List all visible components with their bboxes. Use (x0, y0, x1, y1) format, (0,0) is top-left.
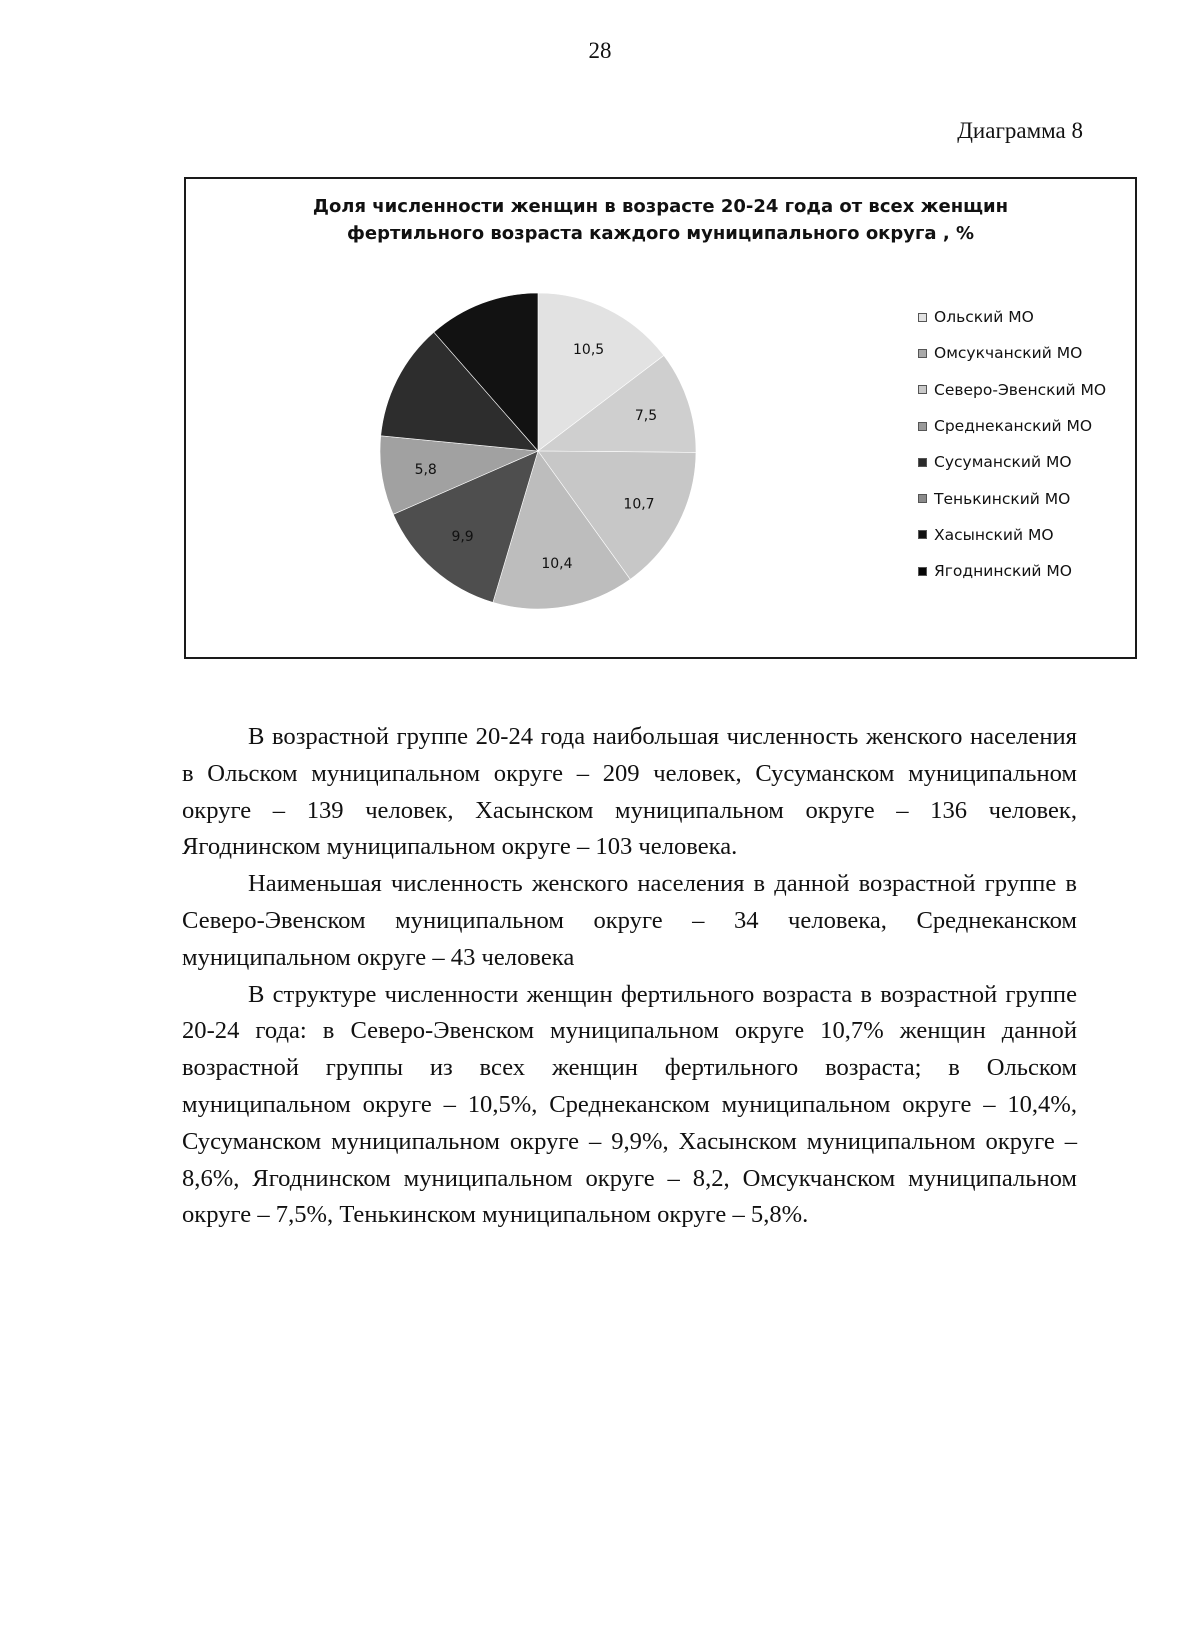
pie-data-label: 10,7 (623, 496, 655, 513)
legend-item (918, 335, 1106, 371)
legend-swatch (918, 567, 927, 576)
legend-swatch (918, 349, 927, 358)
legend-item (918, 408, 1106, 444)
chart-title-line-1: Доля численности женщин в возрасте 20-24 года от всех женщин (312, 196, 1009, 217)
legend-swatch (918, 313, 927, 322)
pie-data-label: 9,9 (451, 529, 474, 546)
legend-label: Ягоднинский МО (934, 562, 1072, 581)
paragraph-3: В структуре численности женщин фертильного возраста в возрастной группе 20-24 года: в Северо-Эвенском муниципальном округе 10,7% женщин данной возрастной группы из всех женщин фертильного возраста; в Ольском муниципальном округе – 10,5%, Среднеканском муниципальном округе – 10,4%, Сусуманском муниципальном округе – 9,9%, Хасынском муниципальном округе – 8,6%, Ягоднинском муниципальном округе – 8,2, Омсукчанском муниципальном округе – 7,5%, Тенькинском муниципальном округе – 5,8%. (182, 980, 1077, 1229)
legend-swatch (918, 422, 927, 431)
legend-item (918, 480, 1106, 516)
chart-frame (184, 177, 1137, 659)
legend-item (918, 444, 1106, 480)
legend-label: Среднеканский МО (934, 417, 1093, 436)
chart-legend (918, 299, 1106, 589)
legend-swatch (918, 385, 927, 394)
paragraph-1: В возрастной группе 20-24 года наибольшая численность женского населения в Ольском муниципальном округе – 209 человек, Сусуманском муниципальном округе – 139 человек, Хасынском муниципальном округе – 136 человек, Ягоднинском муниципальном округе – 103 человека. (182, 723, 1077, 861)
pie-data-label: 5,8 (414, 461, 437, 478)
legend-label: Тенькинский МО (934, 489, 1071, 508)
legend-item (918, 517, 1106, 553)
pie-data-label: 10,4 (541, 556, 573, 573)
legend-swatch (918, 530, 927, 539)
legend-label: Ольский МО (934, 308, 1034, 327)
legend-label: Сусуманский МО (934, 453, 1072, 472)
paragraph-2: Наименьшая численность женского населения в данной возрастной группе в Северо-Эвенском муниципальном округе – 34 человека, Среднеканском муниципальном округе – 43 человека (182, 870, 1077, 971)
legend-item (918, 372, 1106, 408)
chart-title-line-2: фертильного возраста каждого муниципального округа , % (347, 223, 974, 244)
page-number: 28 (588, 38, 612, 63)
pie-data-label: 10,5 (573, 342, 605, 359)
body-text (182, 719, 1077, 1234)
legend-item (918, 553, 1106, 589)
legend-swatch (918, 494, 927, 503)
legend-swatch (918, 458, 927, 467)
diagram-label: Диаграмма 8 (957, 118, 1083, 143)
legend-label: Северо-Эвенский МО (934, 380, 1107, 399)
legend-label: Омсукчанский МО (934, 344, 1083, 363)
pie-data-label: 7,5 (634, 408, 658, 425)
legend-label: Хасынский МО (934, 525, 1054, 544)
legend-item (918, 299, 1106, 335)
